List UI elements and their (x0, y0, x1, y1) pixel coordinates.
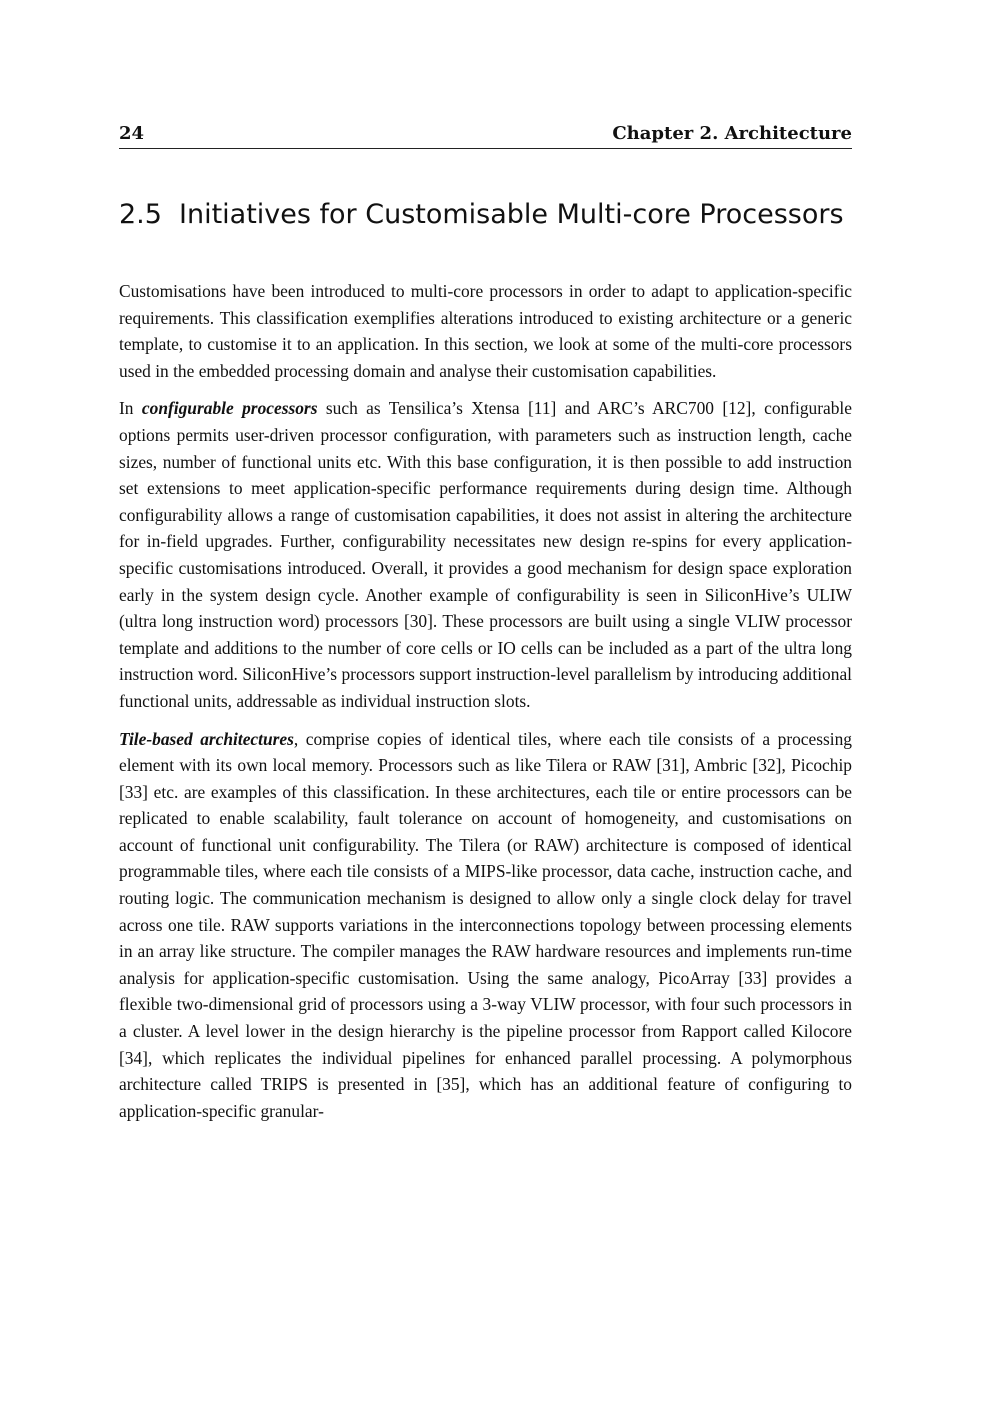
paragraph-configurable-processors (119, 395, 852, 714)
paragraph-text: , comprise copies of identical tiles, where each tile consists of a processing element with its own local memory. Processors such as like Tilera or RAW [31], Ambric [32], Picochip [33] etc. are examples of this classification. In these architectures, each tile or entire processors can be replicated to enable scalability, fault tolerance on account of homogeneity, and customisations on account of functional unit configurability. The Tilera (or RAW) architecture is composed of identical programmable tiles, where each tile consists of a MIPS-like processor, data cache, instruction cache, and routing logic. The communication mechanism is designed to allow only a single clock delay for travel across one tile. RAW supports variations in the interconnections topology between processing elements in an array like structure. The compiler manages the RAW hardware resources and implements run-time analysis for application-specific customisation. Using the same analogy, PicoArray [33] provides a flexible two-dimensional grid of processors using a 3-way VLIW processor, with four such processors in a cluster. A level lower in the design hierarchy is the pipeline processor from Rapport called Kilocore [34], which replicates the individual pipelines for enhanced parallel processing. A polymorphous architecture called TRIPS is presented in [35], which has an additional feature of configuring to application-specific granular- (119, 728, 852, 1121)
chapter-title: Chapter 2. Architecture (612, 123, 852, 144)
page-number: 24 (119, 123, 145, 144)
section-heading (119, 194, 852, 236)
paragraph-text: such as Tensilica’s Xtensa [11] and ARC’s ARC700 [12], configurable options permits user-driven processor configuration, with parameters such as instruction length, cache sizes, number of functional units etc. With this base configuration, it is then possible to add instruction set extensions to meet application-specific performance requirements during design time. Although configurability allows a range of customisation capabilities, it does not assist in altering the architecture for in-field upgrades. Further, configurability necessitates new design re-spins for every application-specific customisations introduced. Overall, it provides a good mechanism for design space exploration early in the system design cycle. Another example of configurability is seen in SiliconHive’s ULIW (ultra long instruction word) processors [30]. These processors are built using a single VLIW processor template and additions to the number of core cells or IO cells can be included as a part of the ultra long instruction word. SiliconHive’s processors support instruction-level parallelism by introducing additional functional units, addressable as individual instruction slots. (119, 398, 852, 711)
term-tile-based-architectures: Tile-based architectures (119, 728, 294, 749)
body-text (119, 278, 852, 1135)
section-number: 2.5 (119, 199, 162, 231)
paragraph-intro: Customisations have been introduced to multi-core processors in order to adapt to application-specific requirements. This classification exemplifies alterations introduced to existing architecture or a generic template, to customise it to an application. In this section, we look at some of the multi-core processors used in the embedded processing domain and analyse their customisation capabilities. (119, 281, 852, 381)
paragraph-lead: In (119, 398, 142, 419)
section-title: Initiatives for Customisable Multi-core Processors (179, 199, 844, 231)
paragraph-tile-based-architectures (119, 726, 852, 1125)
term-configurable-processors: configurable processors (141, 398, 318, 419)
running-header (119, 120, 852, 149)
